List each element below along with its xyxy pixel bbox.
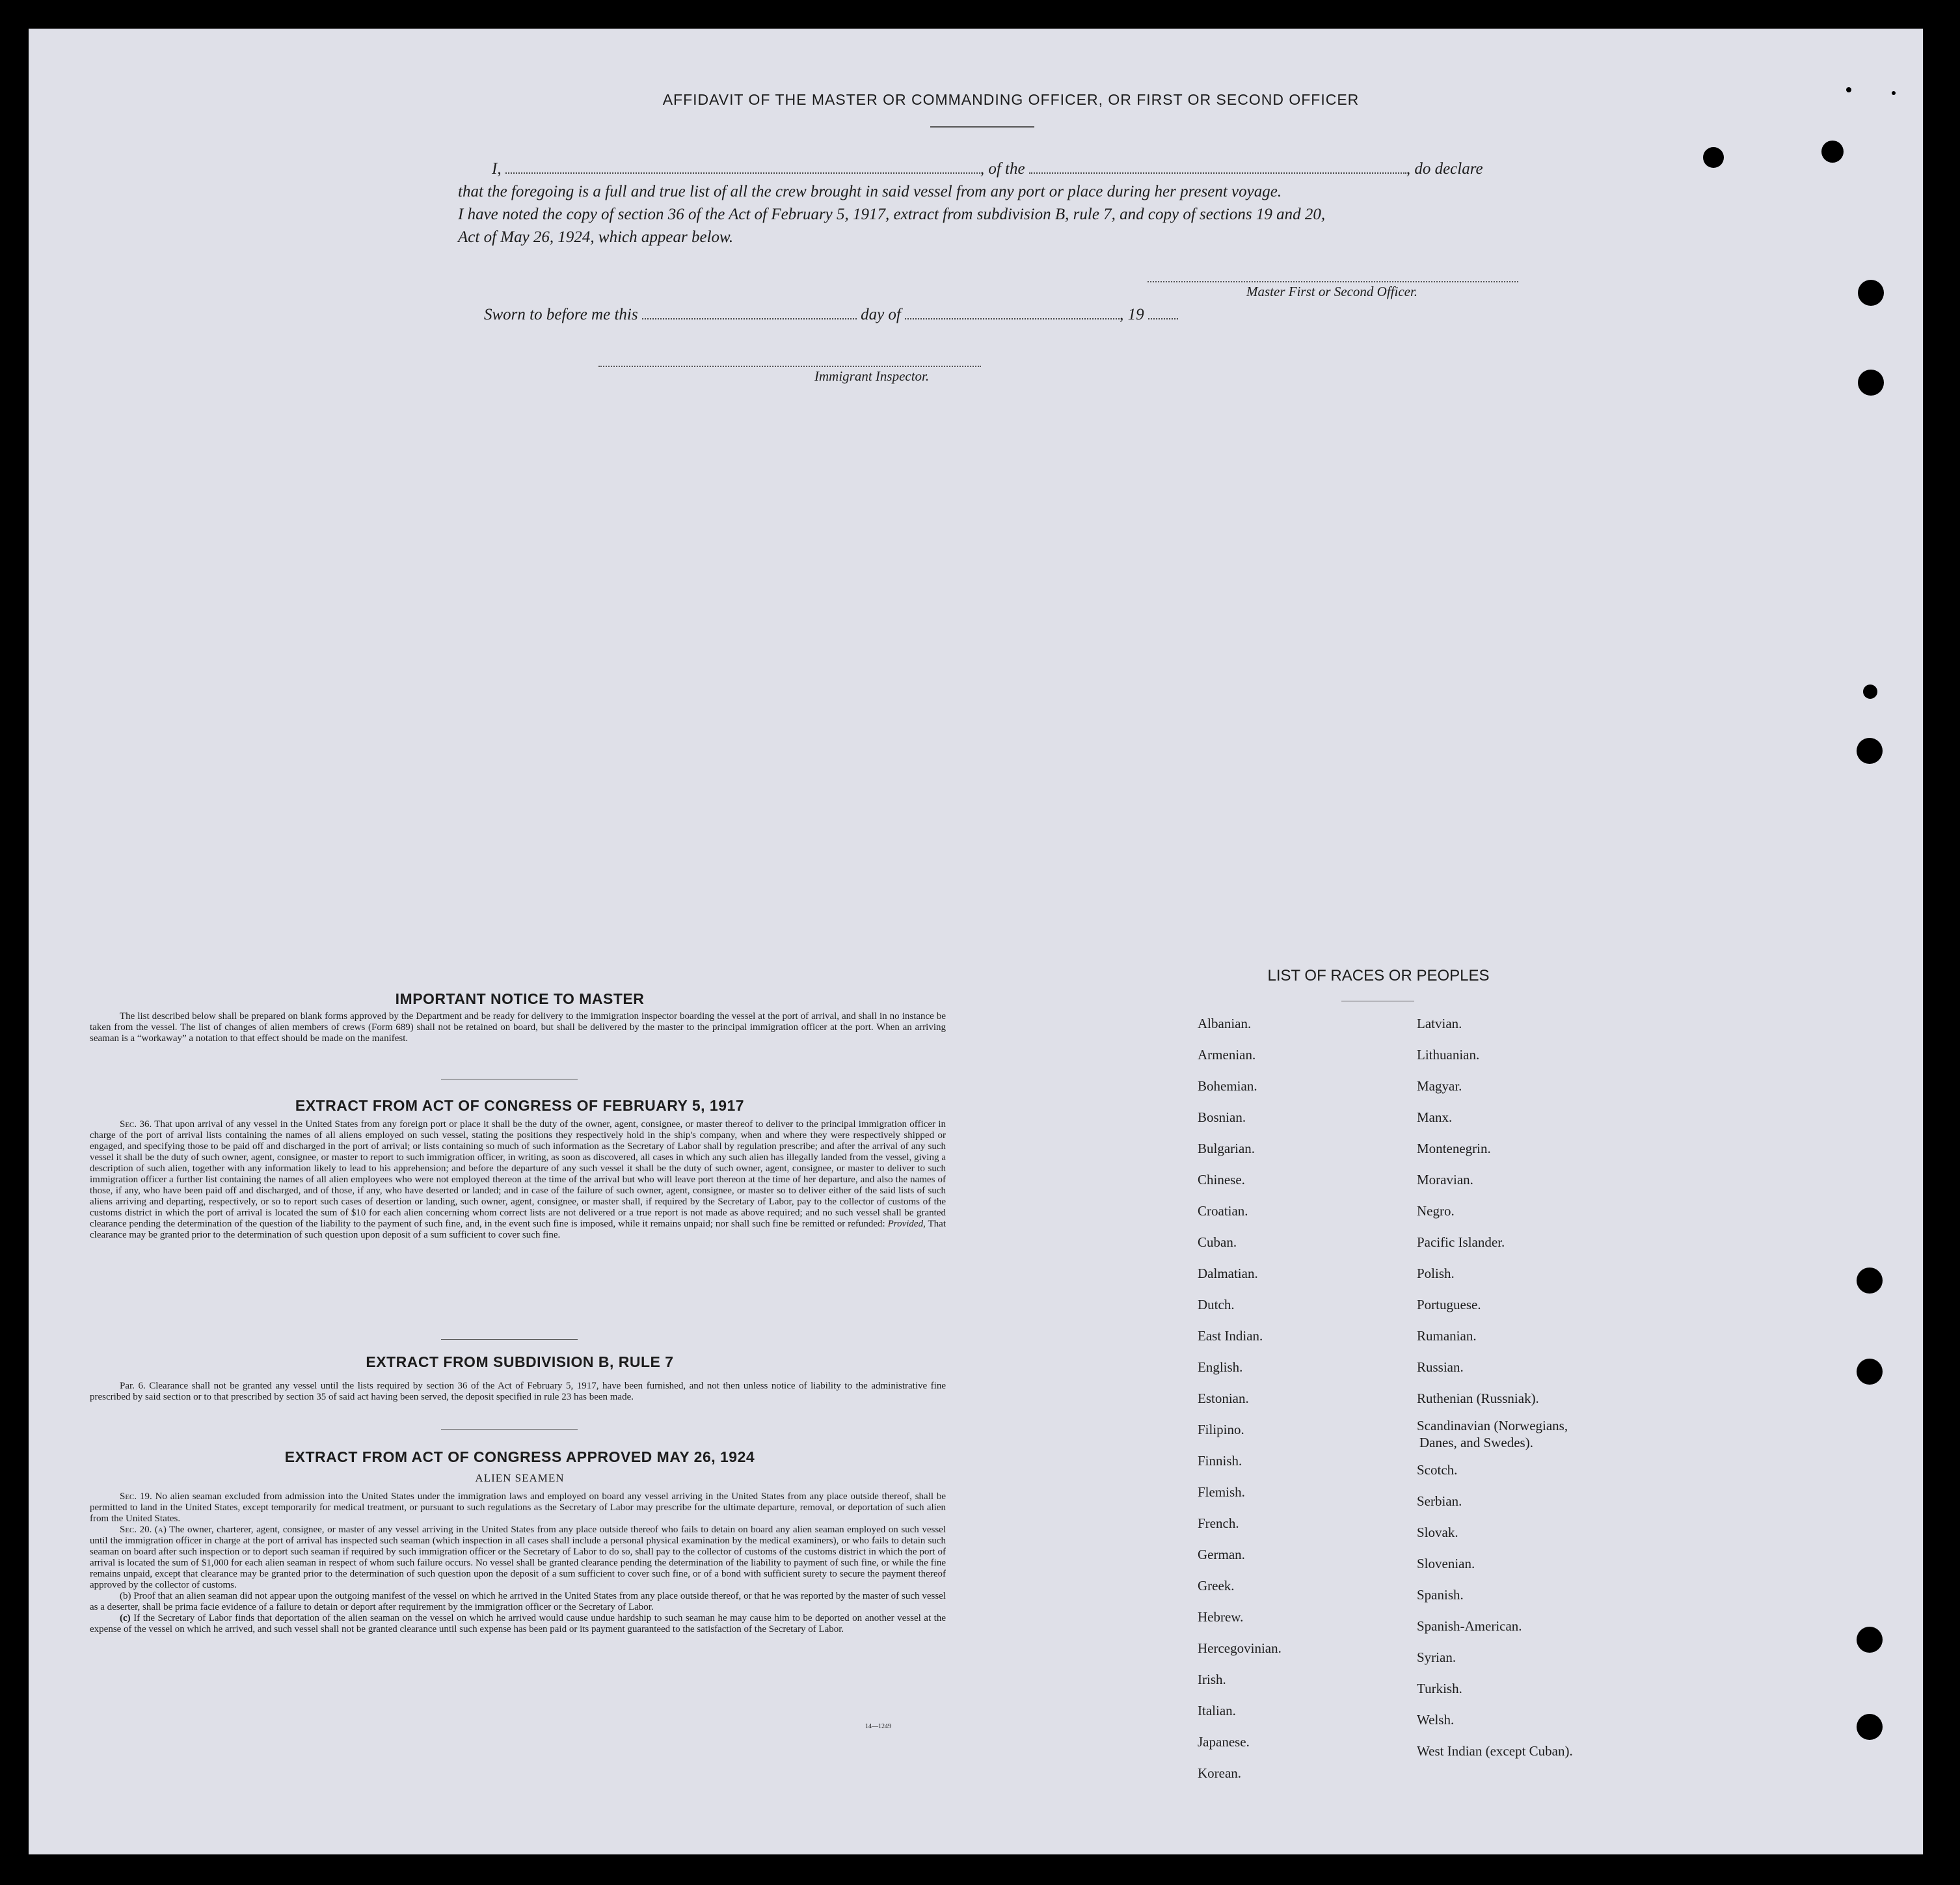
name-blank[interactable] [505, 159, 980, 174]
race-item: Ruthenian (Russniak). [1417, 1390, 1539, 1406]
race-item: English. [1198, 1359, 1243, 1375]
sworn-text: Sworn to before me this [484, 306, 638, 323]
race-item: Spanish-American. [1417, 1618, 1522, 1634]
race-item: Hercegovinian. [1198, 1640, 1282, 1656]
sec-20c-text: If the Secretary of Labor finds that deportation of the alien seaman on the vessel on which he arrived would cause undue hardship to such seaman he may cause him to be deported on another vessel at the expense of the vessel on which he arrived, and such vessel shall not be granted clearance until such expense has been paid or its payment guaranteed to the satisfaction of the Secretary of Labor. [90, 1613, 946, 1634]
race-item: Portuguese. [1417, 1297, 1481, 1312]
extract-rule7-title: EXTRACT FROM SUBDIVISION B, RULE 7 [366, 1353, 674, 1370]
race-item: Chinese. [1198, 1172, 1245, 1187]
affidavit-title: AFFIDAVIT OF THE MASTER OR COMMANDING OFFICER, OR FIRST OR SECOND OFFICER [662, 91, 1360, 108]
race-item: German. [1198, 1547, 1245, 1562]
race-item: Albanian. [1198, 1016, 1252, 1031]
sec-19-text: No alien seaman excluded from admission into the United States under the immigration laws and employed on board any vessel arriving in the United States from any place outside thereof, shall be permitted to land in the United States, except temporarily for medical treatment, or pursuant to such regulations as the Secretary of Labor may prescribe for the ultimate departure, removal, or deportation of such alien from the United States. [90, 1491, 946, 1524]
race-item: Moravian. [1417, 1172, 1473, 1187]
affidavit-i: I, [492, 160, 502, 178]
race-item: Manx. [1417, 1109, 1453, 1125]
punch-hole [1857, 1268, 1883, 1294]
affidavit-of-the: , of the [980, 160, 1025, 178]
affidavit-line-1 [458, 157, 1564, 180]
race-item: Turkish. [1417, 1681, 1462, 1696]
punch-hole [1703, 147, 1724, 168]
ink-speck [1892, 91, 1896, 95]
notice-title: IMPORTANT NOTICE TO MASTER [395, 990, 645, 1007]
inspector-caption: Immigrant Inspector. [814, 368, 930, 384]
rule7-text: Par. 6. Clearance shall not be granted any vessel until the lists required by section 36 of the Act of February 5, 1917, have been furnished, and not then unless notice of liability to the administrative fine prescribed by said section or to that prescribed by section 35 of said act having been served, the deposit specified in rule 23 has been made. [90, 1381, 946, 1402]
punch-hole [1857, 738, 1883, 764]
section-rule [441, 1339, 578, 1340]
race-item: Negro. [1417, 1203, 1455, 1219]
punch-hole [1821, 141, 1844, 163]
race-item: Syrian. [1417, 1649, 1457, 1665]
race-item: Magyar. [1417, 1078, 1462, 1094]
sec-20b-text: Proof that an alien seaman did not appear upon the outgoing manifest of the vessel on which he arrived in the United States from any place outside thereof, or that he was reported by the master of such vessel as a deserter, shall be prima facie evidence of a failure to detain or deport after requirement by the immigration officer or the Secretary of Labor. [90, 1591, 946, 1612]
form-number: 14—1249 [865, 1723, 891, 1730]
inspector-signature-line[interactable] [598, 366, 981, 367]
sec-20a-text: The owner, charterer, agent, consignee, or master of any vessel arriving in the United States from any place outside thereof who fails to detain on board any alien seaman employed on such vessel until the immigration officer in charge at the port of arrival has inspected such seaman (which inspection in all cases shall include a personal physical examination by the medical examiners), or who fails to detain such seaman on board after such inspection or to deport such seaman if required by such immigration officer or the Secretary of Labor to do so, shall pay to the collector of customs of the customs district in which the port of arrival is located the sum of $1,000 for each alien seaman in respect of whom such failure occurs. No vessel shall be granted clearance pending the determination of the liability to payment of such fine, or while the fine remains unpaid, except that clearance may be granted prior to the determination of such question upon the deposit of a sum sufficient to cover such fine, or of a bond with sufficient surety to secure the payment thereof approved by the collector of customs. [90, 1525, 946, 1590]
race-item: Spanish. [1417, 1587, 1464, 1603]
race-item: Korean. [1198, 1765, 1242, 1781]
sworn-year-prefix: , 19 [1120, 306, 1144, 323]
punch-hole [1858, 280, 1884, 306]
race-item: Serbian. [1417, 1493, 1462, 1509]
sec-20a-label: Sec. 20. (a) [120, 1525, 167, 1535]
ink-speck [1846, 87, 1851, 92]
affidavit-body [458, 157, 1564, 249]
affidavit-declare: , do declare [1406, 160, 1483, 178]
race-item: Pacific Islander. [1417, 1234, 1505, 1250]
punch-hole [1863, 685, 1877, 699]
race-item: Rumanian. [1417, 1328, 1477, 1344]
race-item: Lithuanian. [1417, 1047, 1480, 1063]
sworn-year-blank[interactable] [1148, 305, 1178, 319]
affidavit-line-4: Act of May 26, 1924, which appear below. [458, 228, 734, 246]
alien-seamen-subtitle: ALIEN SEAMEN [475, 1472, 565, 1484]
race-item: Dutch. [1198, 1297, 1235, 1312]
race-item: Croatian. [1198, 1203, 1248, 1219]
extract-1917-title: EXTRACT FROM ACT OF CONGRESS OF FEBRUARY 5, 1917 [295, 1097, 745, 1114]
race-item: Italian. [1198, 1703, 1236, 1718]
punch-hole [1857, 1714, 1883, 1740]
sec-19-label: Sec. 19. [120, 1491, 152, 1502]
race-item: Slovak. [1417, 1525, 1458, 1540]
master-signature-line[interactable] [1148, 281, 1518, 282]
race-item: Latvian. [1417, 1016, 1462, 1031]
race-item: Finnish. [1198, 1453, 1242, 1469]
race-item: Filipino. [1198, 1422, 1244, 1437]
punch-hole [1857, 1627, 1883, 1653]
document-page [29, 29, 1923, 1854]
notice-body [90, 1011, 946, 1044]
sworn-day-blank[interactable] [642, 305, 857, 319]
punch-hole [1857, 1359, 1883, 1385]
race-item: French. [1198, 1515, 1239, 1531]
race-item: Dalmatian. [1198, 1266, 1258, 1281]
affidavit-line-3: I have noted the copy of section 36 of the Act of February 5, 1917, extract from subdivision B, rule 7, and copy of sections 19 and 20, [458, 206, 1326, 223]
race-item: Russian. [1417, 1359, 1464, 1375]
race-item: Estonian. [1198, 1390, 1249, 1406]
race-item: Montenegrin. [1417, 1141, 1491, 1156]
race-item: Danes, and Swedes). [1419, 1435, 1533, 1450]
race-item: Bohemian. [1198, 1078, 1257, 1094]
races-left-column [1198, 1008, 1282, 1789]
extract-1924-body [90, 1491, 946, 1635]
sec-36-text: That upon arrival of any vessel in the United States from any foreign port or place it shall be the duty of the owner, agent, consignee, or master thereof to deliver to the principal immigration officer in charge of the port of arrival lists containing the names of all aliens employed on such vessel, stating the positions they respectively hold in the ship's company, when and where they were respectively shipped or engaged, and specifying those to be paid off and discharged in the port of arrival; or lists containing so much of such information as the Secretary of Labor shall by regulation prescribe; and after the arrival of any such vessel it shall be the duty of such owner, agent, consignee, or master to report to such immigration officer, in writing, as soon as discovered, all cases in which any such alien has illegally landed from the vessel, giving a description of such alien, together with any information likely to lead to his apprehension; and before the departure of any such vessel it shall be the duty of such owner, agent, consignee, or master to deliver to such immigration officer a further list containing the names of all alien employees who were not employed thereon at the time of the arrival but who will leave port thereon at the time of her departure, and also the names of those, if any, who have been paid off and discharged, and of those, if any, who have deserted or landed; and in case of the failure of such owner, agent, consignee, or master so to deliver either of the said lists of such aliens arriving and departing, respectively, or so to report such cases of desertion or landing, such owner, agent, consignee, or master shall, if required by the Secretary of Labor, pay to the collector of customs of the customs district in which the port of arrival is located the sum of $10 for each alien concerning whom correct lists are not delivered or a true report is not made as above required; and no such vessel shall be granted clearance pending the determination of the question of the liability to the payment of such fine, and, in the event such fine is imposed, while it remains unpaid; nor shall such fine be remitted or refunded: [90, 1119, 946, 1229]
sec-36-label: Sec. 36. [120, 1119, 152, 1130]
races-right-column [1417, 1008, 1573, 1767]
race-item: East Indian. [1198, 1328, 1263, 1344]
sworn-month-blank[interactable] [905, 305, 1120, 319]
race-item: Greek. [1198, 1578, 1235, 1593]
sworn-line [484, 305, 1178, 324]
punch-hole [1858, 370, 1884, 396]
extract-rule7-body [90, 1381, 946, 1403]
extract-1917-body [90, 1119, 946, 1241]
race-item-scandinavian [1417, 1414, 1573, 1454]
race-item: Scotch. [1417, 1462, 1458, 1478]
title-rule [930, 126, 1034, 128]
race-item: West Indian (except Cuban). [1417, 1743, 1573, 1759]
notice-text: The list described below shall be prepared on blank forms approved by the Department and be ready for delivery to the immigration inspector boarding the vessel at the port of arrival, and shall in no instance be taken from the vessel. The list of changes of alien members of crews (Form 689) shall not be retained on board, but shall be delivered by the master to the principal immigration officer at the port. When an arriving seaman is a “workaway” a notation to that effect should be made on the manifest. [90, 1011, 946, 1044]
race-item: Armenian. [1198, 1047, 1256, 1063]
race-item: Bosnian. [1198, 1109, 1246, 1125]
section-rule [441, 1429, 578, 1430]
extract-1924-title: EXTRACT FROM ACT OF CONGRESS APPROVED MAY 26, 1924 [284, 1448, 755, 1465]
sec-20b-label: (b) [120, 1591, 131, 1601]
race-item: Hebrew. [1198, 1609, 1244, 1625]
place-blank[interactable] [1029, 159, 1406, 174]
sec-36-end: That clearance may be granted prior to the determination of such question upon deposit of a sum sufficient to cover such fine. [90, 1219, 946, 1240]
race-item: Welsh. [1417, 1712, 1455, 1728]
race-item: Flemish. [1198, 1484, 1245, 1500]
race-item: Polish. [1417, 1266, 1455, 1281]
race-item: Japanese. [1198, 1734, 1250, 1750]
race-item: Slovenian. [1417, 1556, 1475, 1571]
race-item: Irish. [1198, 1672, 1226, 1687]
race-item: Bulgarian. [1198, 1141, 1255, 1156]
sec-20c-label: (c) [120, 1613, 131, 1623]
master-signature-caption: Master First or Second Officer. [1246, 284, 1418, 299]
race-item: Cuban. [1198, 1234, 1237, 1250]
races-title: LIST OF RACES OR PEOPLES [1267, 967, 1490, 984]
sworn-day-of: day of [861, 306, 901, 323]
affidavit-line-2: that the foregoing is a full and true list of all the crew brought in said vessel from any port or place during her present voyage. [458, 183, 1282, 200]
race-item: Scandinavian (Norwegians, [1417, 1418, 1568, 1433]
provided-word: Provided, [887, 1219, 926, 1229]
